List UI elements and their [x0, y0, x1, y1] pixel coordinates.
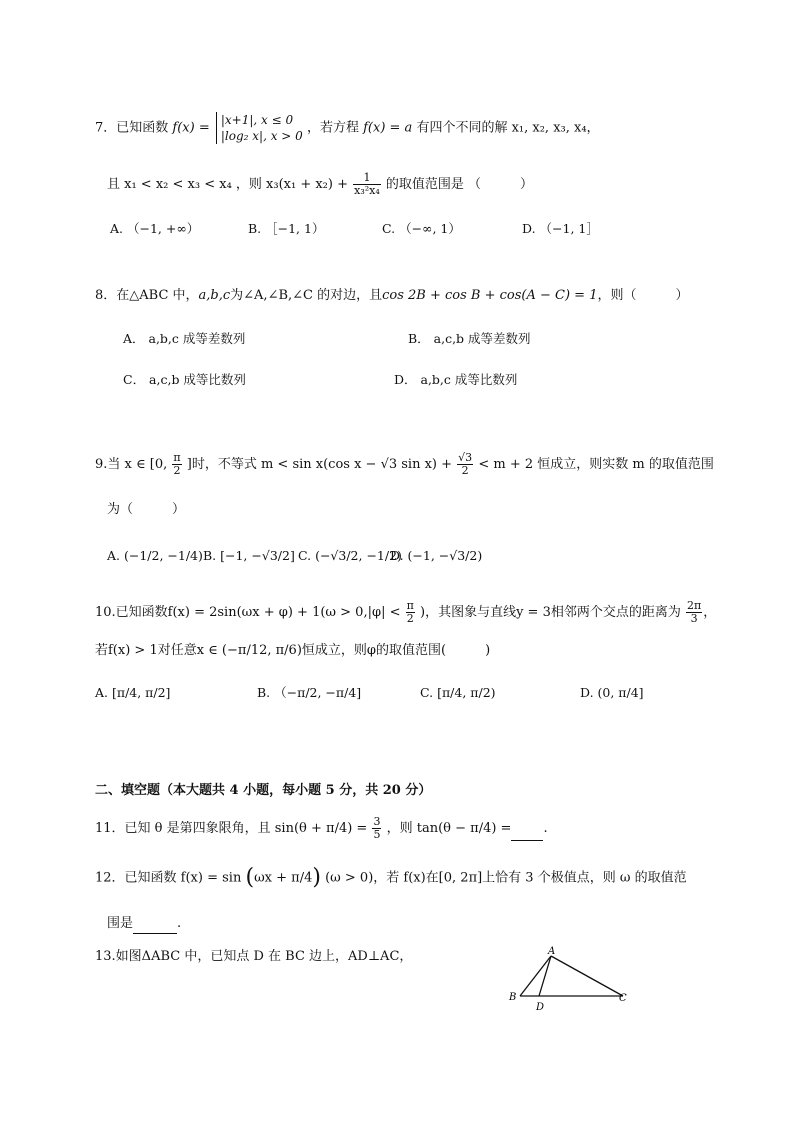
q9-option-b: B. [−1, −√3/2]: [203, 548, 295, 563]
q7-option-d: D. （−1, 1］: [522, 221, 599, 236]
q10-line1: 10.已知函数f(x) = 2sin(ωx + φ) + 1(ω > 0,|φ| < $\frac{\pi}{2}$ )，其图象与直线y = 3相邻两个交点的距离为 $\frac{2\pi}{3}$ ，: [95, 599, 717, 625]
q10-option-c: C. [π/4, π/2): [420, 685, 496, 700]
q8-option-a: A． a,b,c 成等差数列: [123, 331, 246, 346]
label-c: C: [619, 993, 627, 1004]
q7-line1: 7．已知函数 f(x) = |x+1|, x ≤ 0 |log₂ x|, x > 0 ，若方程 f(x) = a 有四个不同的解 x₁, x₂, x₃, x₄，: [95, 113, 600, 143]
answer-blank[interactable]: [133, 933, 177, 934]
q10-option-a: A. [π/4, π/2]: [95, 685, 171, 700]
q9-option-d: D. (−1, −√3/2): [390, 548, 483, 563]
fraction: $\frac{\pi}{2}$: [173, 451, 181, 477]
q9-stem: 9.当 x ∈ [0, $\frac{\pi}{2}$ ]时，不等式 m < sin x(cos x − √3 sin x) + $\frac{√3}{2}$ < m + 2 恒成立，则实数 m 的取值范围: [95, 451, 714, 477]
fraction: $\frac{1}{\text{x₃²x₄}}$: [354, 171, 380, 197]
fraction: $\frac{3}{5}$: [373, 815, 381, 841]
q12-stem: 12．已知函数 f(x) = sin (ωx + π/4) (ω > 0)，若 f(x)在[0, 2π]上恰有 3 个极值点，则 ω 的取值范: [95, 865, 687, 890]
q9-line2: 为（ ）: [107, 502, 186, 517]
q9-option-a: A. (−1/2, −1/4): [107, 548, 203, 563]
q7-line2: 且 x₁ < x₂ < x₃ < x₄ ，则 x₃(x₁ + x₂) + $\frac{1}{\text{x₃²x₄}}$ 的取值范围是 （ ）: [107, 171, 534, 197]
side-ac: [551, 956, 623, 996]
q10-option-b: B. （−π/2, −π/4]: [257, 685, 362, 700]
answer-blank[interactable]: [511, 840, 543, 841]
q7-option-a: A. （−1, +∞）: [110, 221, 200, 236]
label-d: D: [536, 1002, 545, 1013]
q8-option-d: D． a,b,c 成等比数列: [394, 372, 518, 387]
q8-option-b: B． a,c,b 成等差数列: [408, 331, 531, 346]
label-b: B: [509, 992, 517, 1003]
fraction: $\frac{\pi}{2}$: [406, 599, 414, 625]
q10-line2: 若f(x) > 1对任意x ∈ (−π/12, π/6)恒成立，则φ的取值范围( ): [95, 643, 491, 658]
q10-option-d: D. (0, π/4]: [580, 685, 644, 700]
segment-ad: [539, 956, 551, 996]
section-heading: 二、填空题（本大题共 4 小题，每小题 5 分，共 20 分）: [95, 783, 432, 798]
triangle-figure: [505, 944, 635, 1014]
q9-option-c: C. (−√3/2, −1/2): [298, 548, 402, 563]
q7-option-c: C. （−∞, 1）: [382, 221, 461, 236]
label-a: A: [548, 946, 556, 957]
q11-stem: 11．已知 θ 是第四象限角，且 sin(θ + π/4) = $\frac{3}{5}$ ，则 tan(θ − π/4) = .: [95, 815, 548, 841]
q8-stem: 8．在△ABC 中，a,b,c为∠A,∠B,∠C 的对边，且cos 2B + cos B + cos(A − C) = 1，则（ ）: [95, 288, 689, 303]
side-ab: [520, 956, 551, 996]
fraction: $\frac{2\pi}{3}$: [687, 599, 702, 625]
piecewise-brace: |x+1|, x ≤ 0 |log₂ x|, x > 0: [216, 112, 303, 144]
q8-option-c: C． a,c,b 成等比数列: [123, 372, 246, 387]
fraction: $\frac{√3}{2}$: [458, 451, 473, 477]
q12-line2: 围是 .: [107, 914, 181, 934]
q7-option-b: B. ［−1, 1）: [248, 221, 325, 236]
q13-stem: 13.如图ΔABC 中，已知点 D 在 BC 边上，AD⊥AC，: [95, 949, 413, 964]
